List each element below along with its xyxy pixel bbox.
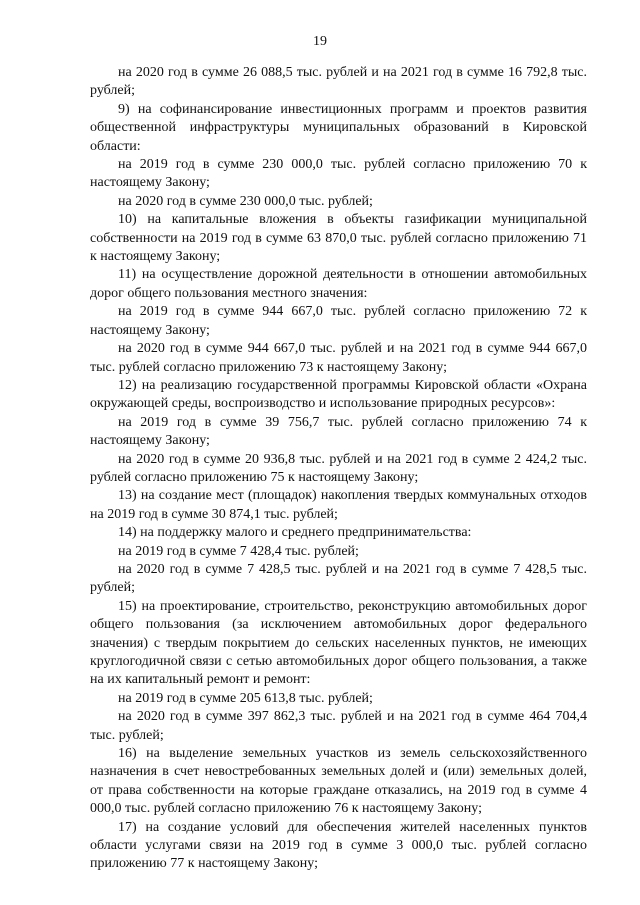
paragraph: 15) на проектирование, строительство, реконструкцию автомобильных дорог общего пользования (за исключением автомобильных дорог федерального значения) с твердым покрытием до сельских населенных пунктов, не имеющих круглогодичной связи с сетью автомобильных дорог общего пользования, а также на их капитальный ремонт и ремонт: <box>90 598 587 688</box>
paragraph: 11) на осуществление дорожной деятельности в отношении автомобильных дорог общего пользования местного значения: <box>90 267 587 301</box>
paragraph: на 2019 год в сумме 205 613,8 тыс. рублей; <box>118 690 373 706</box>
paragraph: на 2019 год в сумме 39 756,7 тыс. рублей согласно приложению 74 к настоящему Закону; <box>90 414 587 449</box>
paragraph: 16) на выделение земельных участков из земель сельскохозяйственного назначения в счет невостребованных земельных долей и (или) земельных долей, от права собственности на которые граждане отказались, на 2019 год в сумме 4 000,0 тыс. рублей согласно приложению 76 к настоящему Закону; <box>90 746 587 817</box>
paragraph: на 2020 год в сумме 20 936,8 тыс. рублей и на 2021 год в сумме 2 424,2 тыс. рублей согласно приложению 75 к настоящему Закону; <box>90 451 587 485</box>
paragraph: на 2020 год в сумме 26 088,5 тыс. рублей и на 2021 год в сумме 16 792,8 тыс. рублей; <box>90 65 587 99</box>
paragraph: 10) на капитальные вложения в объекты газификации муниципальной собственности на 2019 год в сумме 63 870,0 тыс. рублей согласно приложению 71 к настоящему Закону; <box>90 212 587 265</box>
paragraph: на 2020 год в сумме 230 000,0 тыс. рублей; <box>118 193 373 209</box>
paragraph: 14) на поддержку малого и среднего предпринимательства: <box>118 525 472 541</box>
paragraph: 9) на софинансирование инвестиционных программ и проектов развития общественной инфраструктуры муниципальных образований в Кировской области: <box>90 101 587 154</box>
paragraph: 12) на реализацию государственной программы Кировской области «Охрана окружающей среды, воспроизводство и использование природных ресурсов»: <box>90 377 587 412</box>
paragraph: на 2019 год в сумме 7 428,4 тыс. рублей; <box>118 543 359 559</box>
page-number: 19 <box>313 34 327 49</box>
paragraph: на 2020 год в сумме 944 667,0 тыс. рублей и на 2021 год в сумме 944 667,0 тыс. рублей согласно приложению 73 к настоящему Закону; <box>90 341 587 375</box>
paragraph: на 2020 год в сумме 7 428,5 тыс. рублей и на 2021 год в сумме 7 428,5 тыс. рублей; <box>90 561 587 596</box>
paragraph: на 2020 год в сумме 397 862,3 тыс. рублей и на 2021 год в сумме 464 704,4 тыс. рублей; <box>90 709 587 743</box>
paragraph: 13) на создание мест (площадок) накопления твердых коммунальных отходов на 2019 год в сумме 30 874,1 тыс. рублей; <box>90 488 587 522</box>
paragraph: на 2019 год в сумме 230 000,0 тыс. рублей согласно приложению 70 к настоящему Закону; <box>90 157 587 191</box>
paragraph: на 2019 год в сумме 944 667,0 тыс. рублей согласно приложению 72 к настоящему Закону; <box>90 304 587 338</box>
paragraph: 17) на создание условий для обеспечения жителей населенных пунктов области услугами связи на 2019 год в сумме 3 000,0 тыс. рублей согласно приложению 77 к настоящему Закону; <box>90 819 587 872</box>
document-body <box>90 64 587 874</box>
